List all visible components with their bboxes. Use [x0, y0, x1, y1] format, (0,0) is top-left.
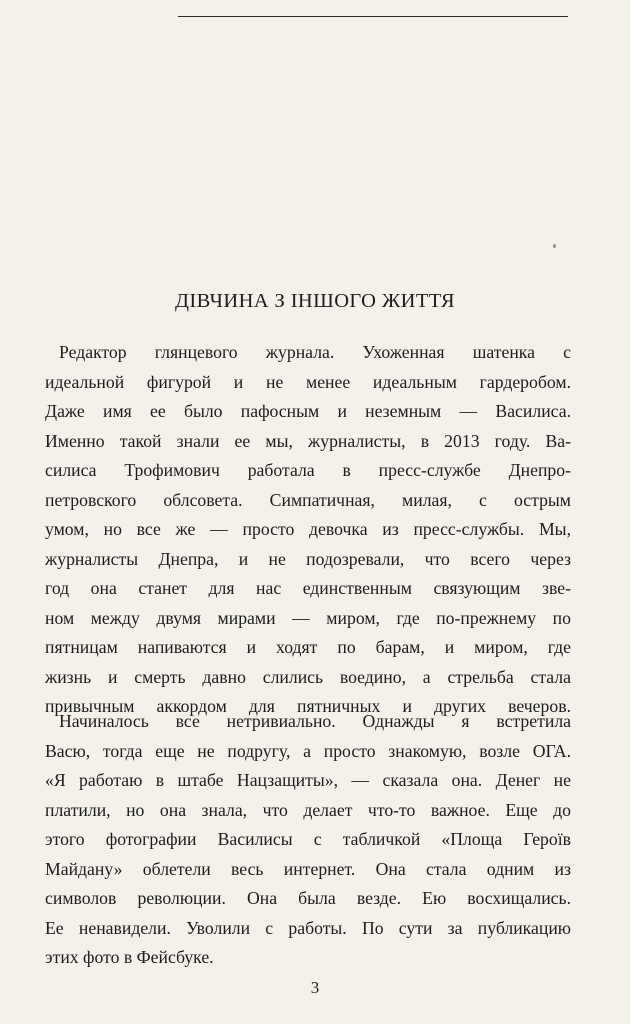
text-line: Именно такой знали ее мы, журналисты, в 2013 году. Ва- [45, 430, 571, 451]
text-line: этих фото в Фейсбуке. [45, 947, 214, 967]
text-line: платили, но она знала, что делает что-то важное. Еще до [45, 799, 571, 820]
chapter-title: ДІВЧИНА З ІНШОГО ЖИТТЯ [174, 290, 455, 312]
text-line: год она станет для нас единственным связующим зве- [45, 578, 571, 598]
text-line: Даже имя ее было пафосным и неземным — Василиса. [45, 401, 571, 421]
text-line: привычным аккордом для пятничных и других вечеров. [45, 696, 571, 716]
text-line: силиса Трофимович работала в пресс-службе Днепро- [45, 460, 571, 480]
text-line: журналисты Днепра, и не подозревали, что всего через [45, 548, 571, 569]
text-line: умом, но все же — просто девочка из пресс-службы. Мы, [45, 519, 571, 539]
text-line: Ее ненавидели. Уволили с работы. По сути за публикацию [45, 917, 571, 938]
text-line: Майдану» облетели весь интернет. Она стала одним из [45, 858, 571, 879]
text-line: петровского облсовета. Симпатичная, милая, с острым [45, 489, 571, 510]
page-number: 3 [310, 978, 320, 997]
text-line: пятницам напиваются и ходят по барам, и миром, где [45, 637, 571, 657]
header-rule [178, 16, 568, 17]
text-line: «Я работаю в штабе Нацзащиты», — сказала она. Денег не [45, 770, 571, 790]
text-line: Начиналось все нетривиально. Однажды я встретила [59, 711, 571, 731]
text-line: этого фотографии Василисы с табличкой «Площа Героїв [45, 829, 571, 849]
paragraph-1 [45, 338, 571, 722]
text-line: Редактор глянцевого журнала. Ухоженная шатенка с [59, 342, 571, 362]
text-line: ном между двумя мирами — миром, где по-прежнему по [45, 607, 571, 628]
text-line: идеальной фигурой и не менее идеальным гардеробом. [45, 371, 571, 392]
paragraph-2 [45, 707, 571, 973]
paper-speck [553, 244, 556, 248]
text-line: символов революции. Она была везде. Ею восхищались. [45, 888, 571, 908]
text-line: жизнь и смерть давно слились воедино, а стрельба стала [45, 666, 571, 687]
text-line: Васю, тогда еще не подругу, а просто знакомую, возле ОГА. [45, 740, 571, 761]
